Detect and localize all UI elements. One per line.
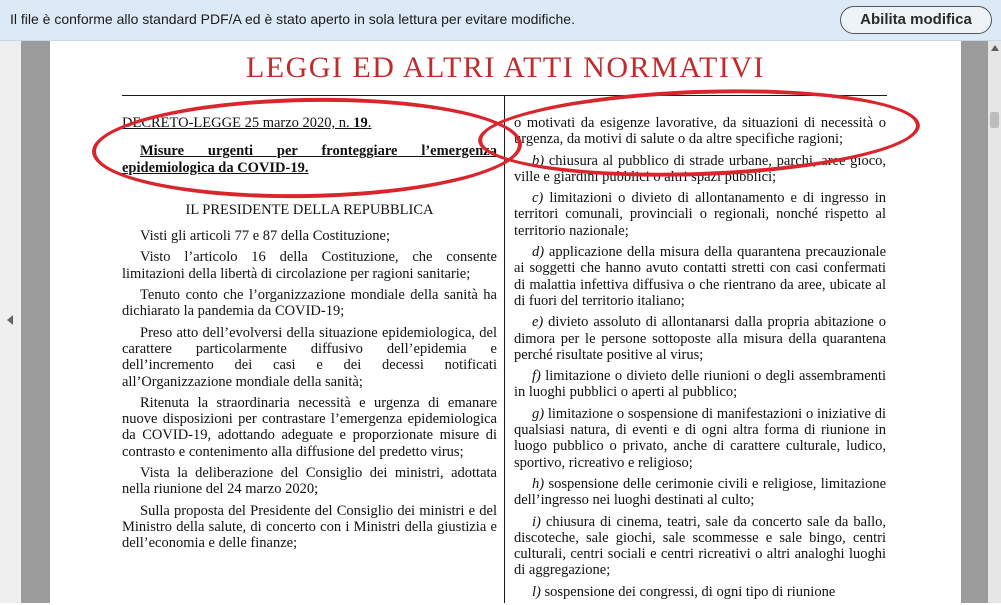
item-text: chiusura al pubblico di strade urbane, parchi, aree gioco, ville e giardini pubblici o altri spazi pubblici;	[514, 152, 887, 185]
preamble-paragraph: Preso atto dell’evolversi della situazione epidemiologica, del carattere particolarmente diffusivo dell’epidemia e dell’incremento dei casi e dei decessi notificati all’Organizzazione mondiale della sanità;	[122, 324, 497, 390]
item-text: limitazione o divieto delle riunioni o degli assembramenti in luoghi pubblici o aperti al pubblico;	[514, 368, 887, 401]
list-item	[514, 514, 886, 579]
list-item	[514, 314, 886, 363]
preamble-paragraph: Visto l’articolo 16 della Costituzione, che consente limitazioni della libertà di circolazione per ragioni sanitarie;	[122, 249, 497, 282]
item-letter: i)	[532, 513, 541, 530]
protected-view-bar	[0, 0, 1001, 41]
item-letter: d)	[532, 244, 545, 261]
item-text: sospensione delle cerimonie civili e religiose, limitazione dell’ingresso nei luoghi destinati al culto;	[514, 475, 887, 509]
president-heading: IL PRESIDENTE DELLA REPUBBLICA	[185, 201, 434, 218]
decree-number: 19	[353, 115, 368, 131]
item-text: divieto assoluto di allontanarsi dalla propria abitazione o dimora per le persone sottoposte alla misura della quarantena perché risultate positive al virus;	[514, 314, 886, 363]
preamble-paragraph: Ritenuta la straordinaria necessità e urgenza di emanare nuove disposizioni per contrastare l’emergenza epidemiologica da COVID-19, adottando adeguate e proporzionate misure di contrasto e contenimento alla diffusione del predetto virus;	[122, 394, 497, 460]
section-heading: LEGGI ED ALTRI ATTI NORMATIVI	[245, 51, 766, 84]
collapse-pane-arrow-icon[interactable]	[7, 315, 13, 325]
enable-editing-button[interactable]: Abilita modifica	[840, 6, 992, 34]
scrollbar-thumb[interactable]	[990, 112, 999, 128]
item-letter: c)	[532, 190, 544, 207]
item-letter: g)	[532, 405, 545, 422]
item-letter: e)	[532, 314, 544, 331]
preamble-paragraph: Tenuto conto che l’organizzazione mondiale della sanità ha dichiarato la pandemia da COVID-19;	[122, 287, 497, 320]
decree-subtitle: Misure urgenti per fronteggiare l’emergenza epidemiologica da COVID-19.	[122, 143, 497, 176]
right-intro-paragraph: o motivati da esigenze lavorative, da situazioni di necessità o urgenza, da motivi di salute o da altre specifiche ragioni;	[514, 115, 886, 148]
list-item	[514, 368, 886, 401]
decree-title: DECRETO-LEGGE 25 marzo 2020, n. 19.	[122, 115, 372, 131]
item-letter: l)	[532, 583, 541, 600]
item-text: applicazione della misura della quarantena precauzionale ai soggetti che hanno avuto contatti stretti con casi confermati di malattia infettiva diffusiva o che rientrano da aree, ubicate al di fuori del territorio italiano;	[514, 244, 887, 309]
preamble-paragraph: Sulla proposta del Presidente del Consiglio dei ministri e del Ministro della salute, di concerto con i Ministri della giustizia e dell’economia e delle finanze;	[122, 502, 497, 552]
scroll-up-arrow-icon[interactable]	[991, 45, 999, 51]
item-letter: b)	[532, 152, 545, 169]
list-item	[514, 190, 886, 239]
list-item	[514, 584, 886, 600]
list-item	[514, 153, 886, 186]
protected-view-message: Il file è conforme allo standard PDF/A ed è stato aperto in sola lettura per evitare modifiche.	[10, 11, 575, 27]
right-column	[514, 115, 886, 605]
item-letter: h)	[532, 475, 545, 492]
item-text: chiusura di cinema, teatri, sale da concerto sale da ballo, discoteche, sale giochi, sale scommesse e sale bingo, centri culturali, centri sociali e centri ricreativi o altri analoghi luoghi di aggregazione;	[514, 513, 887, 579]
item-text: limitazione o sospensione di manifestazioni o iniziative di qualsiasi natura, di eventi e di ogni altra forma di riunione in luogo pubblico o privato, anche di carattere culturale, ludico, sportivo, ricreativo e religioso;	[514, 405, 886, 471]
left-column	[122, 115, 497, 557]
column-divider	[504, 95, 505, 603]
list-item	[514, 244, 886, 309]
item-letter: f)	[532, 368, 541, 385]
preamble-paragraph: Vista la deliberazione del Consiglio dei ministri, adottata nella riunione del 24 marzo 2020;	[122, 465, 497, 498]
decree-title-prefix: DECRETO-LEGGE 25 marzo 2020, n.	[122, 115, 354, 131]
list-item	[514, 476, 886, 509]
item-text: sospensione dei congressi, di ogni tipo di riunione	[544, 583, 836, 600]
item-text: limitazioni o divieto di allontanamento e di ingresso in territori comunali, provinciali o regionali, nonché rispetto al territorio nazionale;	[514, 190, 886, 239]
preamble-paragraph: Visti gli articoli 77 e 87 della Costituzione;	[140, 228, 391, 245]
list-item	[514, 406, 886, 471]
